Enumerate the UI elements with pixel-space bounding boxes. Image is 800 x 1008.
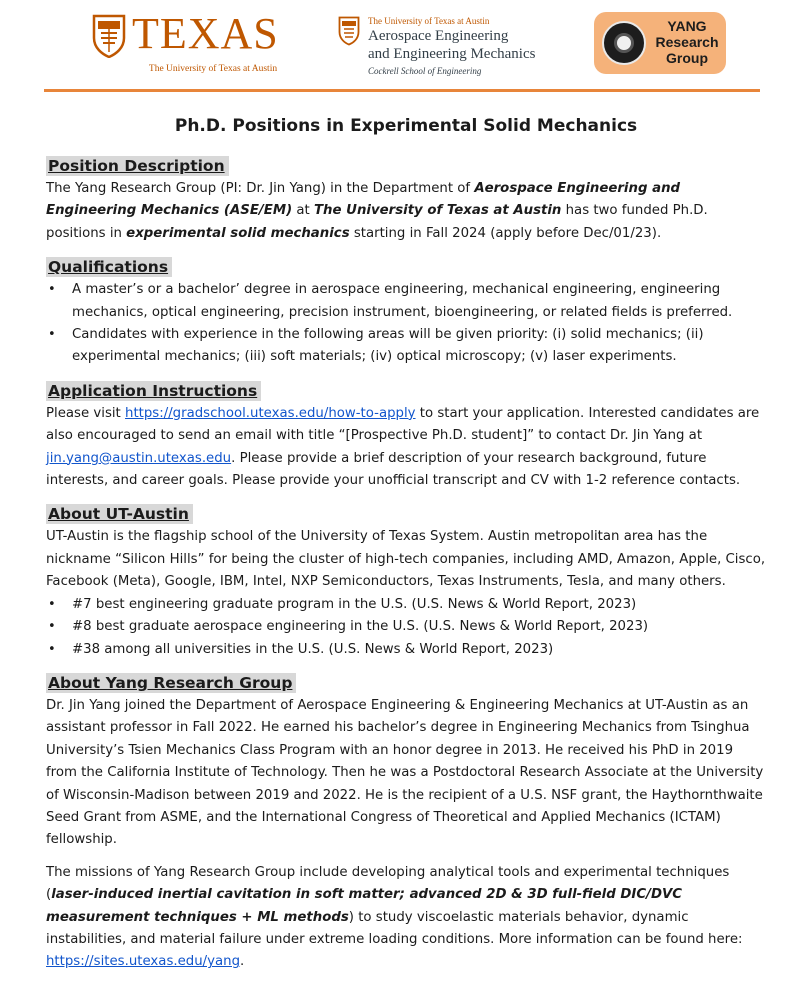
- text-run: . Please provide a brief description of your research background, future interests, and career goals. Please provide your unofficial transcript and CV with 1-2 reference contacts.: [46, 450, 741, 489]
- list-item: [46, 639, 766, 661]
- email-link[interactable]: jin.yang@austin.utexas.edu: [46, 450, 232, 466]
- list-item-text: #7 best engineering graduate program in the U.S. (U.S. News & World Report, 2023): [72, 596, 637, 612]
- list-item: [46, 594, 766, 616]
- rankings-list: [46, 594, 766, 661]
- section-heading: About Yang Research Group: [46, 673, 296, 693]
- text-run: The Yang Research Group (PI: Dr. Jin Yang) in the Department of: [46, 181, 475, 196]
- ase-department-line1: Aerospace Engineering: [368, 28, 509, 44]
- list-item: [46, 324, 766, 369]
- text-run: Please visit: [46, 405, 126, 421]
- document-header: [0, 0, 800, 96]
- ut-shield-icon: [338, 16, 360, 46]
- bullet-icon: •: [48, 641, 56, 657]
- qualifications-list: [46, 279, 766, 369]
- emphasis-text: The University of Texas at Austin: [313, 203, 562, 219]
- header-divider: [44, 89, 760, 92]
- list-item-text: Candidates with experience in the following areas will be given priority: (i) solid mechanics; (ii) experimental mechanics; (iii) soft materials; (iv) optical microscopy; (v) laser experiments.: [72, 327, 704, 365]
- text-run: The missions of Yang Research Group include developing analytical tools and experimental techniques (: [46, 864, 730, 903]
- about-ut-austin-section: [46, 504, 766, 660]
- qualifications-section: [46, 257, 766, 369]
- yang-emblem-icon: [602, 21, 646, 65]
- section-heading: Position Description: [46, 156, 229, 176]
- document-title: Ph.D. Positions in Experimental Solid Mechanics: [174, 116, 638, 136]
- text-run: to start your application. Interested candidates are also encouraged to send an email with title “[Prospective Ph.D. student]” to contact Dr. Jin Yang at: [46, 405, 760, 444]
- text-run: .: [240, 954, 245, 970]
- yang-research-group-logo: [594, 12, 726, 74]
- ut-shield-icon: [92, 14, 126, 58]
- application-instructions-text: [46, 403, 766, 493]
- emphasis-text: Aerospace Engineering and Engineering Mechanics (ASE/EM): [46, 181, 681, 219]
- text-run: ) to study viscoelastic materials behavior, dynamic instabilities, and material failure under extreme loading conditions. More information can be found here:: [46, 909, 743, 947]
- list-item: [46, 279, 766, 324]
- text-run: has two funded Ph.D. positions in: [46, 203, 708, 241]
- bullet-icon: •: [48, 596, 56, 612]
- texas-wordmark: TEXAS: [132, 9, 279, 58]
- ase-department-line2: and Engineering Mechanics: [368, 46, 536, 62]
- position-description-text: [46, 178, 766, 245]
- section-heading: About UT-Austin: [46, 504, 193, 524]
- yang-logo-line: YANG: [667, 18, 707, 34]
- ase-em-logo: [338, 12, 568, 76]
- list-item-text: A master’s or a bachelor’ degree in aerospace engineering, mechanical engineering, engineering mechanics, optical engineering, precision instrument, bioengineering, or related fields is preferred.: [72, 282, 733, 320]
- bullet-icon: •: [48, 327, 56, 343]
- section-heading: Application Instructions: [46, 381, 261, 401]
- list-item-text: #38 among all universities in the U.S. (U.S. News & World Report, 2023): [72, 641, 554, 657]
- about-yang-mission-text: [46, 862, 766, 974]
- about-ut-austin-text: UT-Austin is the flagship school of the University of Texas System. Austin metropolitan area has the nickname “Silicon Hills” for being the cluster of high-tech companies, including AMD, Amazon, Apple, Cisco, Facebook (Meta), Google, IBM, Intel, NXP Semiconductors, Texas Instruments, Tesla, and many others.: [46, 529, 766, 590]
- text-run: at: [292, 203, 314, 219]
- apply-link[interactable]: https://gradschool.utexas.edu/how-to-apply: [125, 405, 416, 421]
- bullet-icon: •: [48, 282, 56, 298]
- paragraph-spacer: [46, 852, 766, 862]
- yang-logo-line: Group: [666, 50, 708, 66]
- emphasis-text: laser-induced inertial cavitation in soft matter; advanced 2D & 3D full-field DIC/DVC measurement techniques + ML methods: [46, 887, 683, 925]
- texas-logo: [92, 9, 292, 76]
- group-website-link[interactable]: https://sites.utexas.edu/yang: [46, 954, 241, 970]
- text-run: starting in Fall 2024 (apply before Dec/01/23).: [349, 225, 662, 241]
- about-yang-bio-text: Dr. Jin Yang joined the Department of Aerospace Engineering & Engineering Mechanics at UT-Austin as an assistant professor in Fall 2022. He earned his bachelor’s degree in Engineering Mechanics from Tsinghua University’s Tsien Mechanics Class Program with an honor degree in 2013. He received his PhD in 2019 from the California Institute of Technology. Then he was a Postdoctoral Research Associate at the University of Wisconsin-Madison between 2019 and 2022. He is the recipient of a U.S. NSF grant, the Haythornthwaite Seed Grant from ASME, and the International Congress of Theoretical and Applied Mechanics (ICTAM) fellowship.: [46, 697, 764, 848]
- yang-logo-text: [652, 18, 722, 66]
- document-body: [46, 116, 766, 986]
- ase-school-label: Cockrell School of Engineering: [368, 66, 482, 76]
- emphasis-text: experimental solid mechanics: [126, 225, 350, 241]
- yang-logo-line: Research: [655, 34, 719, 50]
- about-yang-group-section: [46, 673, 766, 974]
- ase-university-label: The University of Texas at Austin: [368, 16, 490, 26]
- section-heading: Qualifications: [46, 257, 172, 277]
- bullet-icon: •: [48, 619, 56, 635]
- list-item: [46, 616, 766, 638]
- texas-subtitle: The University of Texas at Austin: [148, 64, 278, 74]
- list-item-text: #8 best graduate aerospace engineering in the U.S. (U.S. News & World Report, 2023): [72, 619, 649, 635]
- position-description-section: [46, 156, 766, 245]
- application-instructions-section: [46, 381, 766, 493]
